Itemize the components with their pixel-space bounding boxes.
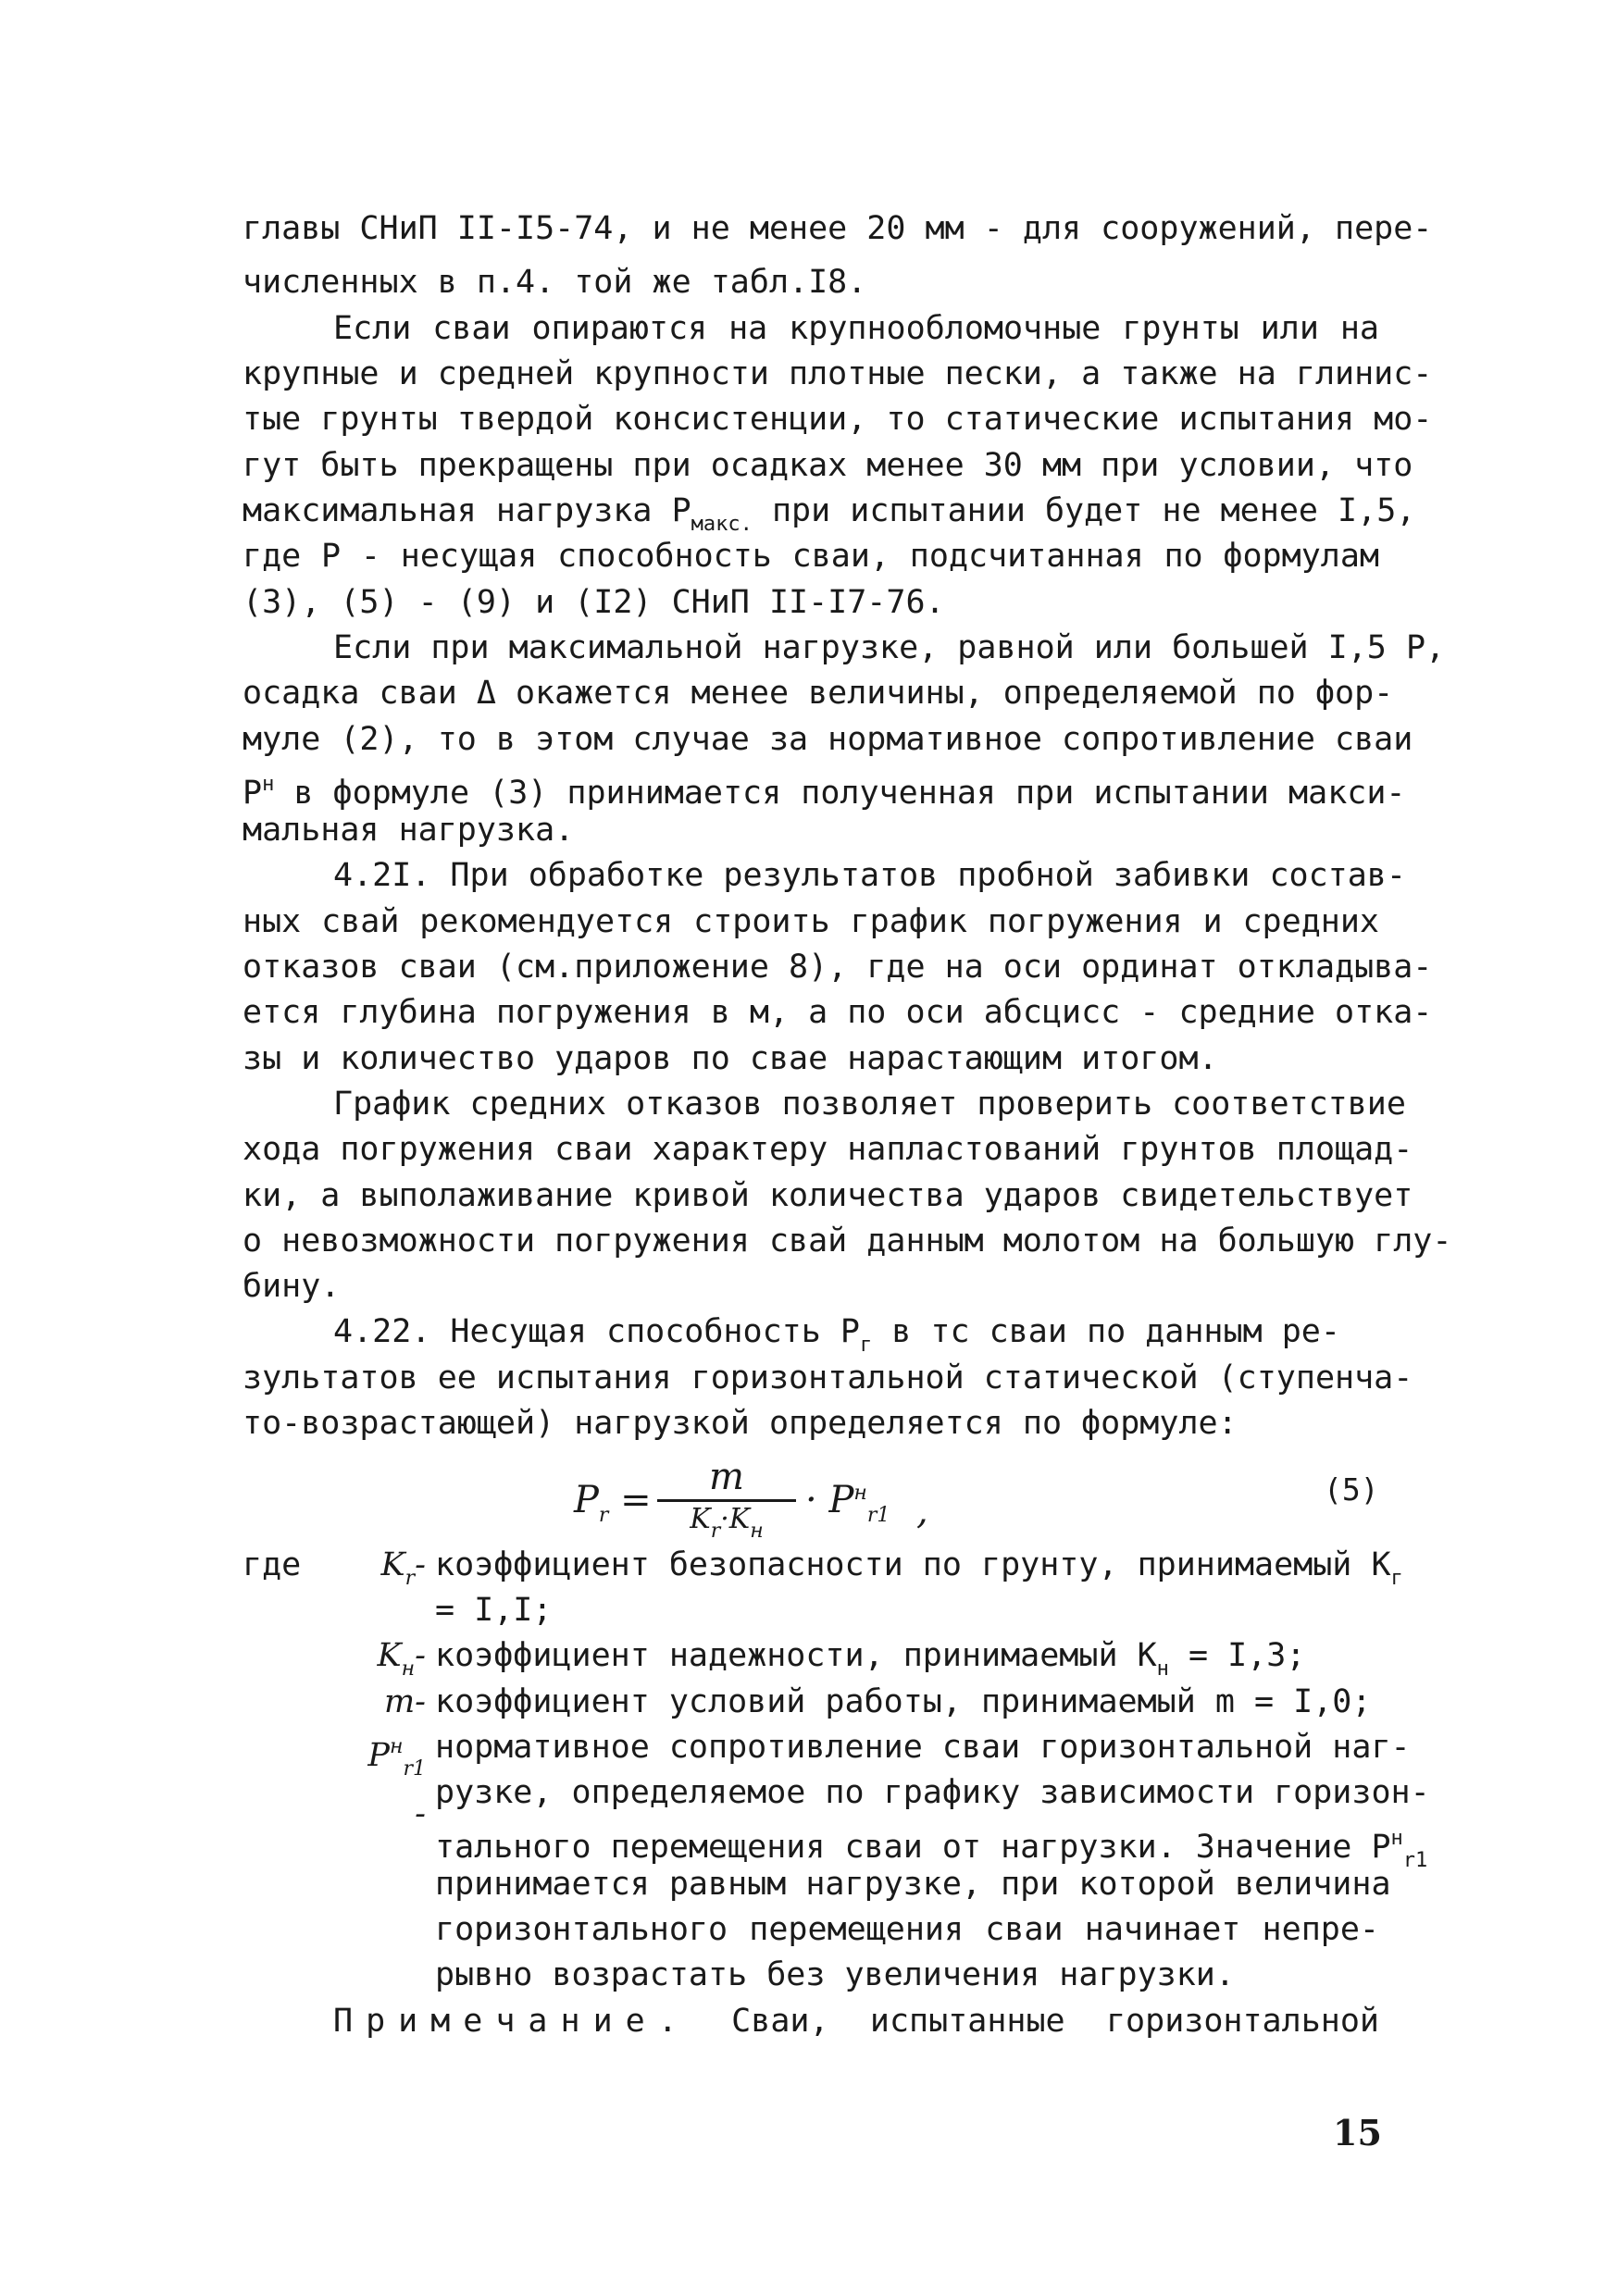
text-line: График средних отказов позволяет проверить соответствие [333, 1086, 1406, 1123]
text-line: то-возрастающей) нагрузкой определяется по формуле: [243, 1405, 1238, 1442]
note-label: Примечание. [333, 2003, 691, 2040]
symbol-k-r: $K_r-$ [380, 1546, 426, 1590]
text-line: зы и количество ударов по свае нарастающим итогом. [243, 1040, 1218, 1077]
formula-lhs: $P_r$ = [574, 1479, 652, 1527]
text-line: ется глубина погружения в м, а по оси абсцисс - средние отка- [243, 994, 1433, 1031]
text-line: бину. [243, 1268, 341, 1305]
note-line [333, 1999, 1379, 2043]
superscript: н [262, 773, 275, 796]
definition-line: принимается равным нагрузке, при которой величина [435, 1866, 1391, 1903]
text-line: крупные и средней крупности плотные пески, а также на глинис- [243, 355, 1433, 392]
text-span: в формуле (3) принимается полученная при испытании макси- [274, 775, 1406, 812]
text-span: 4.22. Несущая способность P [333, 1313, 860, 1350]
subscript: макс. [691, 513, 753, 536]
text-span: P [243, 775, 263, 812]
formula [555, 1456, 1111, 1543]
equation-number: (5) [1324, 1471, 1379, 1508]
text-line: (3), (5) - (9) и (I2) СНиП II-I7-76. [243, 584, 945, 621]
formula-numerator: m [709, 1456, 744, 1498]
text-line: ных свай рекомендуется строить график погружения и средних [243, 903, 1379, 940]
text-line: зультатов ее испытания горизонтальной статической (ступенча- [243, 1359, 1413, 1396]
text-line: отказов сваи (см.приложение 8), где на оси ординат откладыва- [243, 949, 1433, 986]
text-line: где P - несущая способность сваи, подсчитанная по формулам [243, 538, 1379, 575]
definition-line: коэффициент условий работы, принимаемый m = I,0; [435, 1683, 1372, 1720]
definition-line: тального перемещения сваи от нагрузки. Значение $P^н_{r1}$ [435, 1827, 1428, 1872]
definition-line: рузке, определяемое по графику зависимости горизон- [435, 1774, 1430, 1811]
text-line: о невозможности погружения свай данным молотом на большую глу- [243, 1222, 1452, 1260]
symbol-k-n: $K_н-$ [377, 1637, 426, 1681]
fraction-bar [657, 1499, 796, 1502]
formula-denominator: $K_r\cdot K_н$ [690, 1503, 764, 1543]
definition-line: нормативное сопротивление сваи горизонтальной наг- [435, 1729, 1411, 1766]
definition-line: коэффициент безопасности по грунту, принимаемый $K_г$ [435, 1546, 1403, 1590]
text-line: гут быть прекращены при осадках менее 30 мм при условии, что [243, 447, 1413, 484]
definition-line: рывно возрастать без увеличения нагрузки. [435, 1956, 1235, 1993]
formula-comma: , [916, 1490, 928, 1533]
note-text: Сваи, испытанные горизонтальной [731, 2003, 1379, 2040]
page-number: 15 [1333, 2112, 1382, 2153]
text-span: максимальная нагрузка P [243, 492, 691, 529]
text-line: тые грунты твердой консистенции, то статические испытания мо- [243, 401, 1433, 438]
text-span: в тс сваи по данным ре- [872, 1313, 1340, 1350]
formula-fraction [657, 1457, 796, 1547]
definition-line: коэффициент надежности, принимаемый $K_н = I,3$; [435, 1637, 1306, 1681]
text-line: 4.2I. При обработке результатов пробной забивки состав- [333, 857, 1406, 894]
text-span: при испытании будет не менее I,5, [752, 492, 1416, 529]
text-line: Если при максимальной нагрузке, равной или большей I,5 P, [333, 629, 1446, 666]
symbol-p-r1: $P^н_{r1}$ - [367, 1735, 426, 1832]
text-line: ки, а выполаживание кривой количества ударов свидетельствует [243, 1177, 1413, 1214]
text-line: муле (2), то в этом случае за нормативное сопротивление сваи [243, 721, 1413, 758]
definition-line: горизонтального перемещения сваи начинает непре- [435, 1911, 1379, 1948]
definition-line: = I,I; [435, 1592, 553, 1629]
text-line: Если сваи опираются на крупнообломочные грунты или на [333, 310, 1379, 347]
text-line: хода погружения сваи характеру напластований грунтов площад- [243, 1131, 1413, 1168]
text-line: осадка сваи Δ окажется менее величины, определяемой по фор- [243, 675, 1394, 712]
text-line: численных в п.4. той же табл.I8. [243, 264, 867, 301]
formula-rhs: · $P^н_{r1}$ [805, 1479, 890, 1527]
symbol-m: m- [383, 1683, 426, 1720]
text-line: главы СНиП II-I5-74, и не менее 20 мм - для сооружений, пере- [243, 210, 1433, 247]
subscript: г [859, 1334, 873, 1357]
text-line: мальная нагрузка. [243, 812, 575, 849]
where-label: где [243, 1546, 302, 1583]
